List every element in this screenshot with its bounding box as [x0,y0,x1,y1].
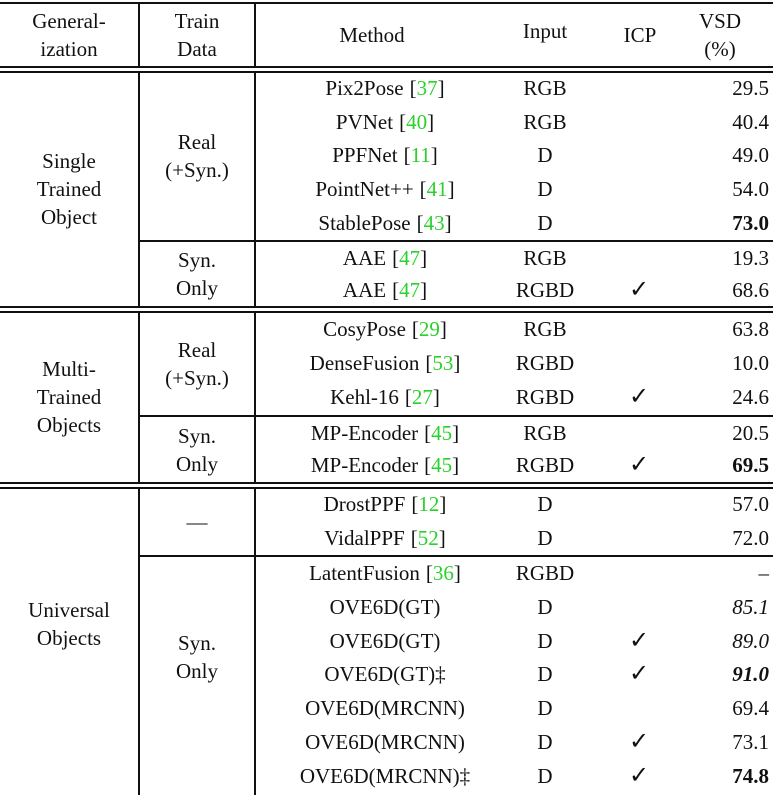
generalization-line: Multi- [42,357,96,381]
citation-bracket-close: ] [447,177,455,202]
input-cell: D [537,628,553,653]
icp-check-icon [599,173,679,207]
input-cell: RGB [523,316,567,341]
method-cell [254,381,516,415]
citation-bracket-close: ] [420,245,428,270]
input-cell: D [537,696,553,721]
method-name: OVE6D(MRCNN) [305,696,465,721]
table-row [254,274,773,306]
icp-check-icon [599,242,679,274]
citation-bracket-close: ] [427,109,435,134]
header-train-data-line1: Train [174,9,220,33]
method-cell [254,726,516,760]
method-cell [254,557,516,591]
citation-number[interactable]: 29 [418,316,440,341]
method-cell [254,759,516,793]
citation-number[interactable]: 43 [423,210,445,235]
vsd-value: – [758,561,769,586]
input-cell: RGBD [515,561,575,586]
citation[interactable] [417,209,452,238]
table-row [254,726,773,760]
train-data-line: Only [176,276,218,300]
train-data-line: Syn. [178,423,216,448]
citation-bracket-close: ] [453,561,461,586]
icp-check-icon [599,139,679,173]
generalization-line: Objects [36,413,102,437]
vsd-value: 68.6 [732,277,769,302]
vsd-value: 85.1 [732,595,769,620]
citation-bracket-open: [ [399,109,407,134]
header-method-label: Method [339,23,405,47]
citation-number[interactable]: 41 [426,177,448,202]
generalization-line: Trained [36,385,102,409]
citation-number[interactable]: 45 [431,420,453,445]
header-train-data-line2: Data [177,37,217,61]
method-name: CosyPose [323,316,406,341]
group-double-rule-top [0,306,773,308]
citation-number[interactable]: 11 [410,143,431,168]
vsd-value: 24.6 [732,385,769,410]
citation-bracket-close: ] [420,277,428,302]
input-cell: D [537,492,553,517]
generalization-line: Objects [36,626,102,650]
method-name: AAE [342,245,387,270]
table-row [254,658,773,692]
header-vsd-line1: VSD [698,9,741,33]
train-data-label [140,312,254,415]
citation-bracket-open: [ [392,245,400,270]
header-generalization-line2: ization [40,37,98,61]
citation[interactable] [392,276,427,305]
method-name: AAE [342,277,387,302]
vsd-value: 57.0 [732,492,769,517]
citation-bracket-close: ] [439,492,447,517]
method-name: MP-Encoder [310,420,419,445]
method-name: MP-Encoder [310,453,419,478]
header-icp-label: ICP [623,23,657,47]
input-cell: D [537,525,553,550]
citation[interactable] [410,74,445,103]
icp-check-icon [599,591,679,625]
method-cell [254,312,516,346]
method-name: OVE6D(GT) [329,628,441,653]
header-column-divider [138,2,140,66]
table-row [254,381,773,415]
generalization-line: Trained [36,177,102,201]
header-generalization-line1: General- [32,9,106,33]
vsd-value: 20.5 [732,420,769,445]
citation-bracket-open: [ [419,177,427,202]
citation-bracket-open: [ [424,420,432,445]
table-row [254,557,773,591]
icp-check-icon [599,106,679,140]
train-data-line: Only [176,451,218,476]
citation-bracket-open: [ [425,350,433,375]
citation-bracket-close: ] [452,420,460,445]
citation[interactable] [411,490,446,519]
input-cell: RGBD [515,385,575,410]
input-cell: RGBD [515,453,575,478]
input-cell: D [537,763,553,788]
citation-bracket-close: ] [439,316,447,341]
header-input [500,4,590,58]
citation-bracket-close: ] [452,453,460,478]
citation[interactable] [420,175,455,204]
citation-number[interactable]: 37 [416,76,438,101]
citation-bracket-close: ] [453,350,461,375]
input-cell: D [537,143,553,168]
citation-bracket-open: [ [411,316,419,341]
table-row [254,206,773,240]
method-name: DenseFusion [309,350,420,375]
method-cell [254,242,516,274]
citation[interactable] [424,451,459,480]
citation-bracket-open: [ [411,492,419,517]
method-name: PVNet [335,109,394,134]
input-cell: RGB [523,420,567,445]
method-name: OVE6D(MRCNN) [305,729,465,754]
method-name: OVE6D(GT) [329,595,441,620]
icp-check-icon [599,206,679,240]
citation-bracket-open: [ [425,561,433,586]
generalization-line: Universal [28,598,110,622]
input-cell: D [537,729,553,754]
method-name: LatentFusion [309,561,420,586]
citation-number[interactable]: 47 [399,277,421,302]
citation[interactable] [412,315,447,344]
vsd-value: 10.0 [732,350,769,375]
method-cell [254,591,516,625]
method-cell [254,488,516,522]
citation-bracket-open: [ [416,210,424,235]
icp-check-icon: ✓ [628,762,650,789]
table-row [254,139,773,173]
table-row [254,417,773,450]
method-cell [254,106,516,140]
citation-bracket-close: ] [437,76,445,101]
icp-check-icon [599,72,679,106]
vsd-value: 63.8 [732,316,769,341]
citation-bracket-close: ] [444,210,452,235]
table-row [254,624,773,658]
generalization-line: Single [42,149,96,173]
method-name: Pix2Pose [325,76,404,101]
method-name: VidalPPF [324,525,405,550]
citation-bracket-close: ] [438,525,446,550]
method-cell [254,173,516,207]
method-cell [254,450,516,483]
header-method [256,4,488,66]
method-name: StablePose [318,210,411,235]
citation-number[interactable]: 52 [417,525,439,550]
input-cell: D [537,177,553,202]
method-cell [254,206,516,240]
vsd-value: 72.0 [732,525,769,550]
train-data-line: Syn. [178,631,216,655]
vsd-value: 19.3 [732,245,769,270]
table-row [254,242,773,274]
train-data-label [140,488,254,555]
method-name: PointNet++ [315,177,414,202]
vsd-value: 29.5 [732,76,769,101]
train-data-line: Real [177,130,217,154]
input-cell: D [537,662,553,687]
vsd-value: 69.4 [732,696,769,721]
method-cell [254,417,516,450]
input-cell: D [537,210,553,235]
table-row [254,591,773,625]
table-row [254,173,773,207]
train-data-line: (+Syn.) [165,365,229,390]
vsd-value: 69.5 [732,453,769,478]
method-cell [254,274,516,306]
icp-check-icon [599,692,679,726]
vsd-value: 89.0 [732,628,769,653]
method-name: DrostPPF [323,492,406,517]
header-column-divider [254,2,256,66]
citation[interactable] [404,141,438,170]
method-name: OVE6D(GT)‡ [324,662,446,687]
icp-check-icon [599,557,679,591]
citation-number[interactable]: 27 [411,385,433,410]
citation[interactable] [411,524,446,553]
citation[interactable] [392,244,427,273]
icp-check-icon [599,312,679,346]
citation-bracket-close: ] [430,143,438,168]
train-data-label [140,242,254,306]
header-vsd-line2: (%) [704,37,736,61]
method-cell [254,522,516,556]
icp-check-icon [599,346,679,380]
method-name: OVE6D(MRCNN)‡ [299,763,471,788]
icp-check-icon [599,417,679,450]
citation-number[interactable]: 47 [399,245,421,270]
citation-bracket-open: [ [410,525,418,550]
train-data-label [140,557,254,757]
train-data-line: Syn. [178,248,216,272]
table-row [254,488,773,522]
train-data-label [140,72,254,240]
vsd-value: 49.0 [732,143,769,168]
table-row [254,692,773,726]
method-cell [254,624,516,658]
icp-check-icon [599,488,679,522]
icp-check-icon [599,522,679,556]
header-generalization [0,4,138,66]
vsd-value: 73.1 [732,729,769,754]
citation-bracket-open: [ [403,143,411,168]
table-row [254,759,773,793]
input-cell: RGBD [515,350,575,375]
method-cell [254,658,516,692]
citation-bracket-open: [ [404,385,412,410]
train-data-line: — [186,509,208,534]
vsd-value: 74.8 [732,763,769,788]
icp-check-icon: ✓ [628,661,650,688]
icp-check-icon: ✓ [628,627,650,654]
method-cell [254,139,516,173]
vsd-value: 40.4 [732,109,769,134]
train-data-line: Real [177,337,217,362]
citation[interactable] [405,383,440,412]
train-data-label [140,417,254,482]
generalization-label [0,72,138,306]
method-cell [254,692,516,726]
method-name: PPFNet [332,143,398,168]
icp-check-icon: ✓ [628,276,650,303]
input-cell: RGB [523,245,567,270]
group-double-rule-top [0,482,773,484]
citation-bracket-open: [ [424,453,432,478]
group-double-rule-top [0,66,773,68]
method-cell [254,346,516,380]
table-row [254,522,773,556]
citation-bracket-close: ] [432,385,440,410]
citation-bracket-open: [ [409,76,417,101]
header-train-data [140,4,254,66]
table-row [254,312,773,346]
table-row [254,346,773,380]
citation-number[interactable]: 45 [431,453,453,478]
method-name: Kehl-16 [330,385,399,410]
input-cell: RGB [523,109,567,134]
citation[interactable] [399,108,434,137]
vsd-value: 73.0 [732,210,769,235]
input-cell: RGB [523,76,567,101]
citation-number[interactable]: 53 [432,350,454,375]
icp-check-icon: ✓ [628,384,650,411]
icp-check-icon: ✓ [628,452,650,479]
table-row [254,450,773,483]
citation[interactable] [424,419,459,448]
citation[interactable] [426,559,461,588]
citation-bracket-open: [ [392,277,400,302]
citation-number[interactable]: 12 [418,492,440,517]
vsd-value: 54.0 [732,177,769,202]
vsd-value: 91.0 [732,662,769,687]
citation-number[interactable]: 40 [406,109,428,134]
train-data-line: Only [176,659,218,683]
table-row [254,72,773,106]
header-vsd [680,4,760,66]
table-row [254,106,773,140]
generalization-line: Object [41,205,97,229]
method-cell [254,72,516,106]
header-icp [600,4,680,66]
citation[interactable] [425,349,460,378]
header-input-label: Input [522,19,568,43]
input-cell: RGBD [515,277,575,302]
icp-check-icon: ✓ [628,728,650,755]
generalization-label [0,488,138,760]
generalization-label [0,312,138,482]
train-data-line: (+Syn.) [165,158,229,182]
citation-number[interactable]: 36 [432,561,454,586]
input-cell: D [537,595,553,620]
